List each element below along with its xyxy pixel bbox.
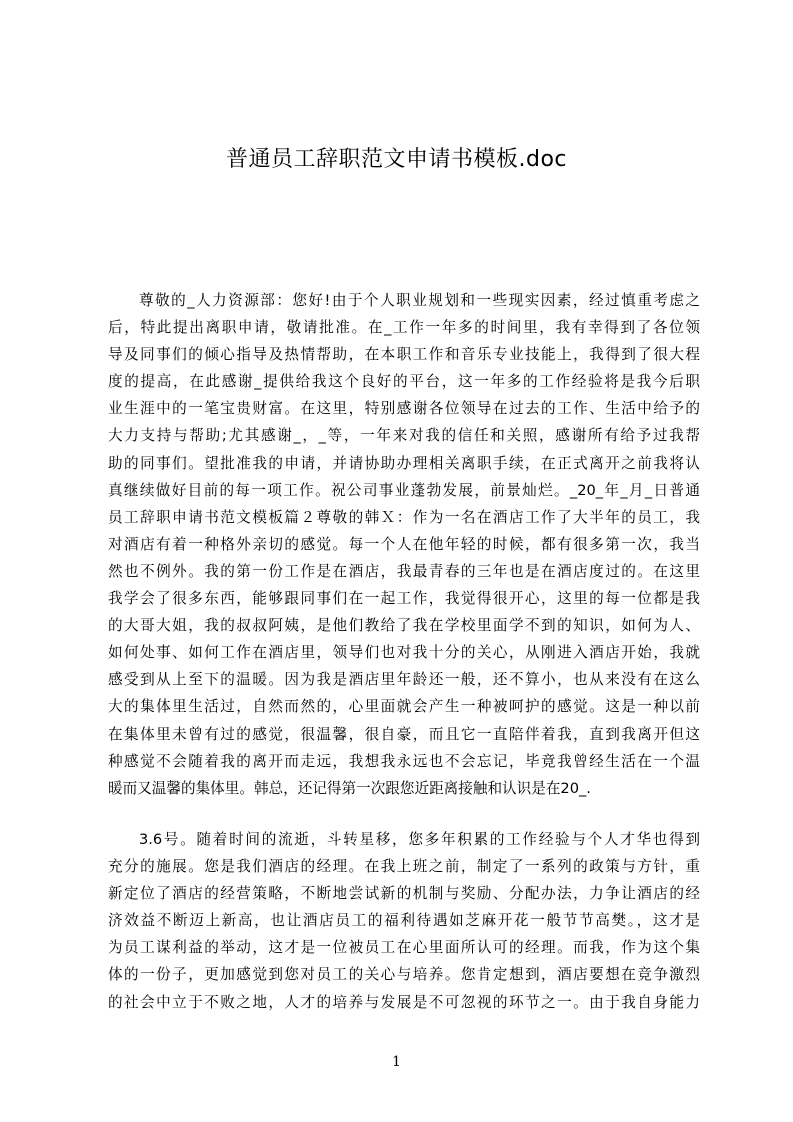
text-line: 度的提高，在此感谢_提供给我这个良好的平台，这一年多的工作经验将是我今后职	[108, 373, 700, 391]
text-line: 在集体里未曾有过的感觉，很温馨，很自豪，而且它一直陪伴着我，直到我离开但这	[108, 725, 700, 743]
text-line: 如何处事、如何工作在酒店里，领导们也对我十分的关心，从刚进入酒店开始，我就	[108, 644, 700, 662]
text-line: 后，特此提出离职申请，敬请批准。在_工作一年多的时间里，我有幸得到了各位领	[108, 319, 700, 337]
text-line: 对酒店有着一种格外亲切的感觉。每一个人在他年轻的时候，都有很多第一次，我当	[108, 535, 700, 553]
text-line: 的社会中立于不败之地，人才的培养与发展是不可忽视的环节之一。由于我自身能力	[108, 993, 700, 1011]
text-line: 感受到从上至下的温暖。因为我是酒店里年龄还一般，还不算小，也从来没有在这么	[108, 671, 700, 689]
text-line: 大力支持与帮助;尤其感谢_，_等，一年来对我的信任和关照，感谢所有给予过我帮	[108, 427, 700, 445]
text-line: 的大哥大姐，我的叔叔阿姨，是他们教给了我在学校里面学不到的知识，如何为人、	[108, 617, 700, 635]
text-line: 员工辞职申请书范文模板篇２尊敬的韩Ｘ：作为一名在酒店工作了大半年的员工，我	[108, 508, 700, 526]
text-line: 新定位了酒店的经营策略，不断地尝试新的机制与奖励、分配办法，力争让酒店的经	[108, 885, 700, 903]
text-line: 尊敬的_人力资源部：您好!由于个人职业规划和一些现实因素，经过慎重考虑之	[139, 292, 700, 309]
text-line: 济效益不断迈上新高，也让酒店员工的福利待遇如芝麻开花一般节节高樊。，这才是	[108, 912, 700, 930]
text-line: 然也不例外。我的第一份工作是在酒店，我最青春的三年也是在酒店度过的。在这里	[108, 562, 700, 580]
text-line: 充分的施展。您是我们酒店的经理。在我上班之前，制定了一系列的政策与方针，重	[108, 858, 700, 876]
text-line: 3.6号。随着时间的流逝，斗转星移，您多年积累的工作经验与个人才华也得到	[139, 831, 700, 848]
text-line: 助的同事们。望批准我的申请，并请协助办理相关离职手续，在正式离开之前我将认	[108, 454, 700, 472]
text-line: 种感觉不会随着我的离开而走远，我想我永远也不会忘记，毕竟我曾经生活在一个温	[108, 752, 700, 770]
text-line: 为员工谋利益的举动，这才是一位被员工在心里面所认可的经理。而我，作为这个集	[108, 939, 700, 957]
text-line: 真继续做好目前的每一项工作。祝公司事业蓬勃发展，前景灿烂。_20_年_月_日普通	[108, 481, 700, 499]
text-line: 体的一份子，更加感觉到您对员工的关心与培养。您肯定想到，酒店要想在竞争激烈	[108, 966, 700, 984]
text-line: 暖而又温馨的集体里。韩总，还记得第一次跟您近距离接触和认识是在20_.	[108, 779, 591, 797]
text-line: 导及同事们的倾心指导及热情帮助，在本职工作和音乐专业技能上，我得到了很大程	[108, 346, 700, 364]
page-number: 1	[392, 1054, 401, 1070]
text-line: 大的集体里生活过，自然而然的，心里面就会产生一种被呵护的感觉。这是一种以前	[108, 698, 700, 716]
paragraph-1	[108, 287, 700, 802]
document-title: 普通员工辞职范文申请书模板.doc	[225, 147, 567, 172]
text-line: 业生涯中的一笔宝贵财富。在这里，特别感谢各位领导在过去的工作、生活中给予的	[108, 400, 700, 418]
paragraph-2	[108, 826, 700, 1016]
text-line: 我学会了很多东西，能够跟同事们在一起工作，我觉得很开心，这里的每一位都是我	[108, 590, 700, 608]
